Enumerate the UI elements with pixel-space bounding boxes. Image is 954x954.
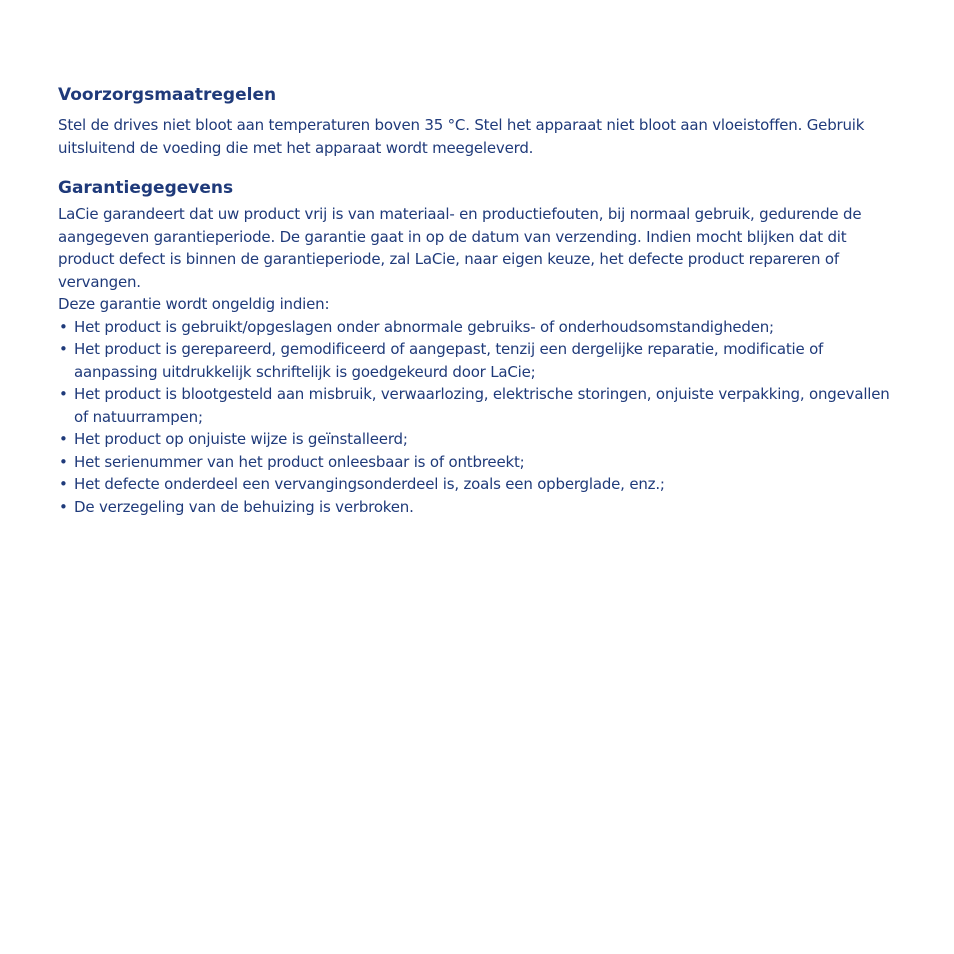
warranty-heading: Garantiegegevens: [58, 178, 234, 198]
list-item: • Het product is gerepareerd, gemodificeerd of aangepast, tenzij een dergelijke reparatie, modificatie of aanpassing uitdrukkelijk schriftelijk is goedgekeurd door LaCie;: [58, 338, 898, 383]
warranty-paragraph: LaCie garandeert dat uw product vrij is van materiaal- en productiefouten, bij normaal gebruik, gedurende de aangegeven garantieperiode. De garantie gaat in op de datum van verzending. Indien mocht blijken dat dit product defect is binnen de garantieperiode, zal LaCie, naar eigen keuze, het defecte product repareren of vervangen.: [58, 205, 862, 291]
list-item: • Het serienummer van het product onleesbaar is of ontbreekt;: [58, 451, 898, 474]
warranty-invalid-intro: Deze garantie wordt ongeldig indien:: [58, 295, 330, 313]
precautions-paragraph: Stel de drives niet bloot aan temperaturen boven 35 °C. Stel het apparaat niet bloot aan vloeistoffen. Gebruik uitsluitend de voeding die met het apparaat wordt meegeleverd.: [58, 116, 865, 157]
list-item: • Het product op onjuiste wijze is geïnstalleerd;: [58, 428, 898, 451]
list-item: • Het defecte onderdeel een vervangingsonderdeel is, zoals een opberglade, enz.;: [58, 473, 898, 496]
document-page: [58, 84, 898, 518]
precautions-heading: Voorzorgsmaatregelen: [58, 85, 277, 105]
list-item: • De verzegeling van de behuizing is verbroken.: [58, 496, 898, 519]
list-item: • Het product is gebruikt/opgeslagen onder abnormale gebruiks- of onderhoudsomstandigheden;: [58, 316, 898, 339]
list-item: • Het product is blootgesteld aan misbruik, verwaarlozing, elektrische storingen, onjuiste verpakking, ongevallen of natuurrampen;: [58, 383, 898, 428]
warranty-invalid-list: [58, 316, 898, 519]
